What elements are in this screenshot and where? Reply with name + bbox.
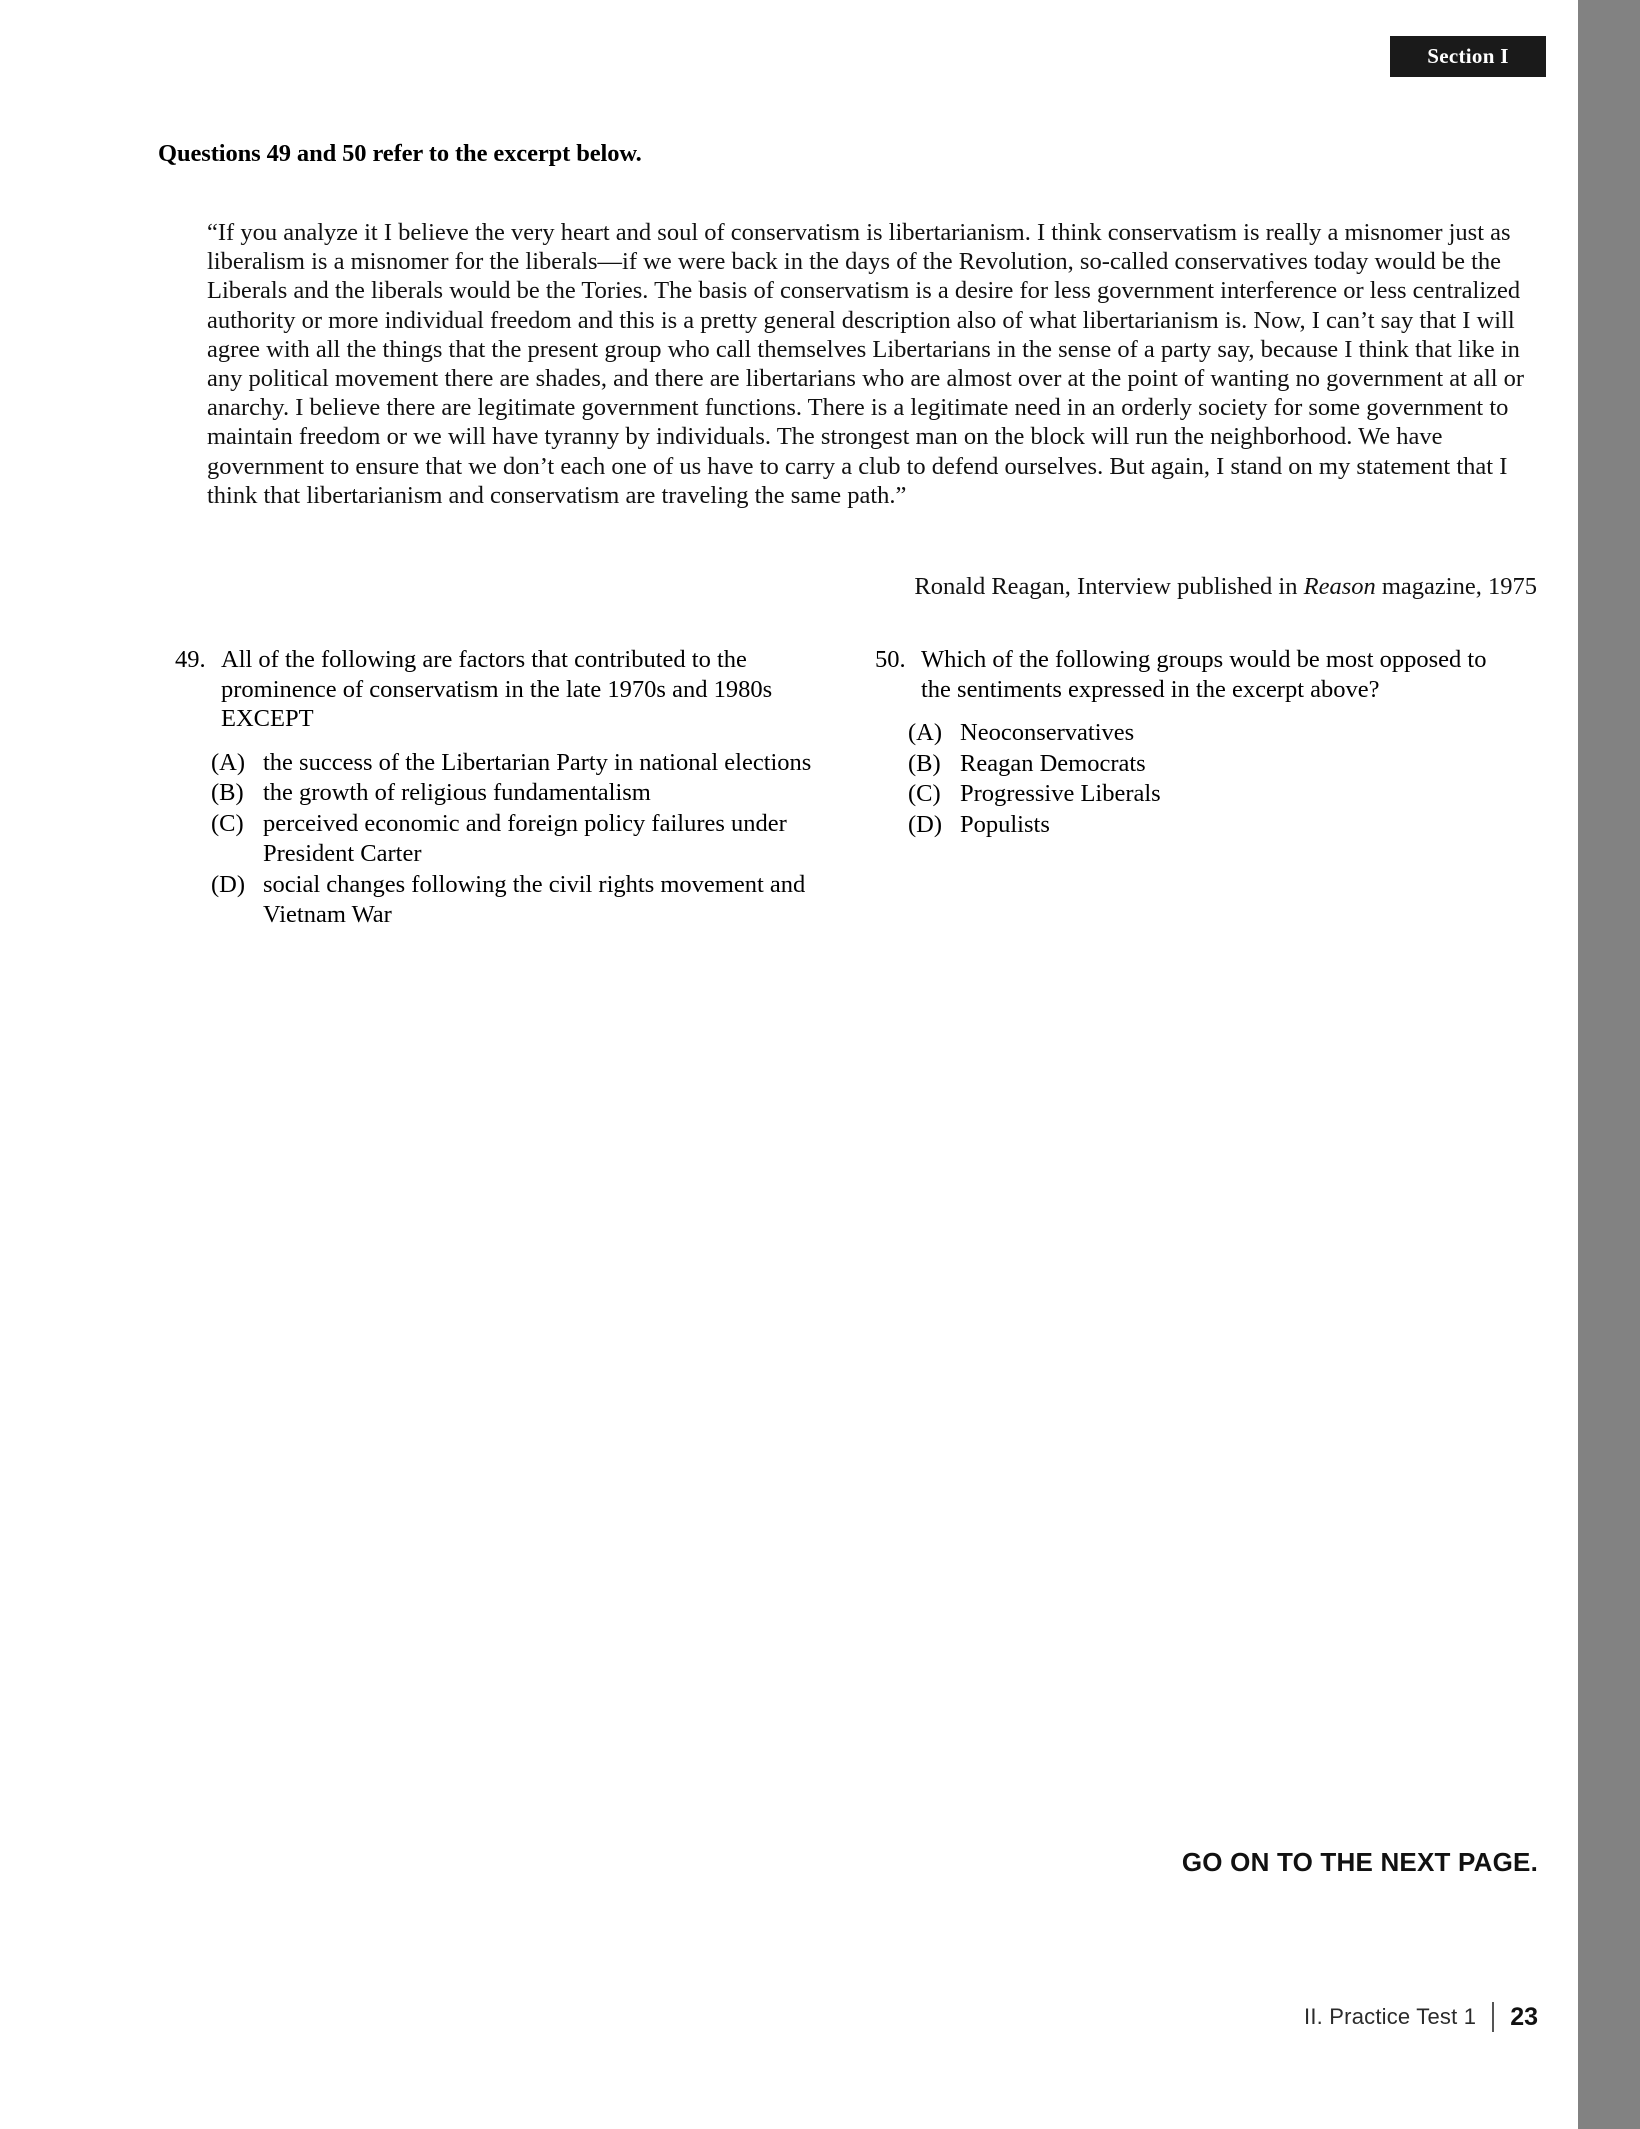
excerpt-block	[207, 218, 1537, 510]
choice-option[interactable]	[211, 809, 815, 870]
choice-text: the success of the Libertarian Party in national elections	[263, 748, 812, 776]
go-on-to-next-page-notice: GO ON TO THE NEXT PAGE.	[1181, 1847, 1538, 1877]
footer-book-section: II. Practice Test 1	[1304, 2004, 1477, 2029]
choice-text: Populists	[960, 810, 1050, 838]
choice-option[interactable]	[908, 718, 1515, 749]
attribution-lead: Ronald Reagan, Interview published in	[914, 573, 1304, 600]
excerpt-text: “If you analyze it I believe the very heart and soul of conservatism is libertarianism. I think conservatism is really a misnomer just as liberalism is a misnomer for the liberals—if we were back in the days of the Revolution, so-called conservatives today would be the Liberals and the liberals would be the Tories. The basis of conservatism is a desire for less government interference or less centralized authority or more individual freedom and this is a pretty general description also of what libertarianism is. Now, I can’t say that I will agree with all the things that the present group who call themselves Libertarians in the sense of a party say, because I think that like in any political movement there are shades, and there are libertarians who are almost over at the point of wanting no government at all or anarchy. I believe there are legitimate government functions. There is a legitimate need in an orderly society for some government to maintain freedom or we will have tyranny by individuals. The strongest man on the block will run the neighborhood. We have government to ensure that we don’t each one of us have to carry a club to defend ourselves. But again, I stand on my statement that I think that libertarianism and conservatism are traveling the same path.”	[207, 219, 1525, 509]
question-50-header	[875, 645, 1515, 704]
question-50-choices	[875, 718, 1515, 840]
page-footer	[0, 2002, 1538, 2032]
choice-option[interactable]	[908, 810, 1515, 841]
choice-letter: (D)	[908, 810, 943, 838]
excerpt-attribution	[207, 572, 1537, 601]
question-49-header	[175, 645, 815, 734]
footer-page-number: 23	[1510, 2002, 1538, 2031]
question-50	[875, 645, 1515, 840]
choice-option[interactable]	[908, 749, 1515, 780]
choice-option[interactable]	[211, 870, 815, 931]
choice-text: the growth of religious fundamentalism	[263, 779, 651, 806]
choice-option[interactable]	[211, 778, 815, 809]
question-49-number: 49.	[175, 646, 206, 673]
question-50-number: 50.	[875, 646, 906, 673]
choice-letter: (B)	[908, 749, 941, 777]
question-50-stem: Which of the following groups would be most opposed to the sentiments expressed in the excerpt above?	[921, 646, 1487, 703]
choice-letter: (A)	[908, 719, 943, 746]
footer-divider	[1492, 2002, 1494, 2032]
choice-letter: (D)	[211, 870, 246, 898]
question-49-choices	[175, 748, 815, 931]
choice-option[interactable]	[908, 779, 1515, 810]
choice-text: Neoconservatives	[960, 719, 1135, 746]
page-title: Questions 49 and 50 refer to the excerpt below.	[158, 140, 642, 167]
choice-letter: (B)	[211, 779, 244, 806]
choice-option[interactable]	[211, 748, 815, 779]
choice-letter: (C)	[211, 809, 244, 837]
page-edge-gray-bar	[1578, 0, 1640, 2129]
choice-text: Reagan Democrats	[960, 749, 1146, 777]
attribution-source-title: Reason	[1303, 573, 1376, 600]
section-banner: Section I	[1390, 36, 1546, 77]
choice-letter: (C)	[908, 780, 941, 807]
question-49-stem: All of the following are factors that contributed to the prominence of conservatism in the late 1970s and 1980s EXCEPT	[221, 646, 773, 732]
choice-text: social changes following the civil rights movement and Vietnam War	[263, 870, 806, 928]
choice-text: perceived economic and foreign policy failures under President Carter	[263, 809, 787, 867]
choice-letter: (A)	[211, 748, 246, 776]
question-49	[175, 645, 815, 931]
choice-text: Progressive Liberals	[960, 780, 1161, 807]
attribution-tail: magazine, 1975	[1375, 573, 1537, 600]
